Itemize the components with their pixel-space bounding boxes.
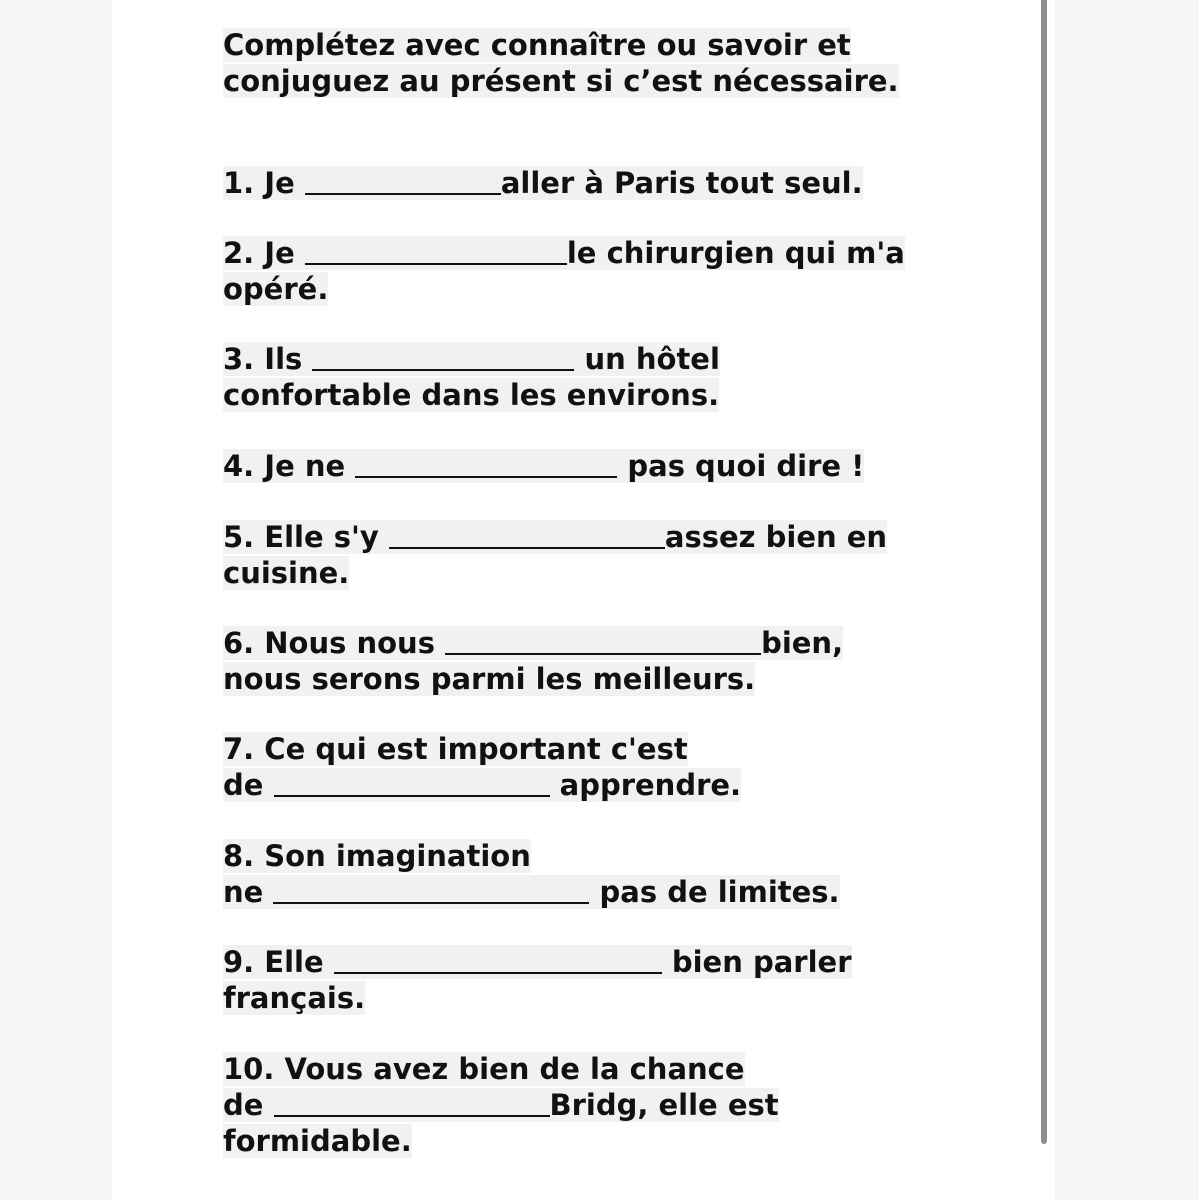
item-8-prefix-2: ne [223, 875, 274, 909]
exercise-item-4 [223, 448, 864, 484]
item-9-suffix: bien parler [661, 945, 852, 979]
item-5-suffix: assez bien en [664, 520, 888, 554]
item-7-prefix-2: de [223, 768, 274, 802]
item-4-suffix: pas quoi dire ! [617, 449, 865, 483]
exercise-item-6 [223, 625, 843, 697]
instructions-line-2: conjuguez au présent si c’est nécessaire. [223, 64, 899, 98]
instructions [223, 27, 899, 99]
item-8-blank[interactable] [273, 876, 589, 904]
item-6-continuation: nous serons parmi les meilleurs. [223, 662, 756, 696]
item-2-suffix: le chirurgien qui m'a [566, 236, 905, 270]
item-4-prefix: 4. Je ne [223, 449, 356, 483]
item-1-prefix: 1. Je [223, 166, 305, 200]
exercise-item-9 [223, 944, 852, 1016]
item-10-prefix: 10. Vous avez bien de la chance [223, 1052, 745, 1086]
exercise-item-2 [223, 235, 905, 307]
item-3-suffix: un hôtel [574, 342, 720, 376]
item-10-prefix-2: de [223, 1088, 274, 1122]
item-2-blank[interactable] [305, 237, 567, 265]
exercise-item-5 [223, 519, 887, 591]
item-9-blank[interactable] [334, 946, 662, 974]
item-5-prefix: 5. Elle s'y [223, 520, 389, 554]
exercise-item-8 [223, 838, 840, 910]
item-10-suffix: Bridg, elle est [549, 1088, 779, 1122]
item-3-prefix: 3. Ils [223, 342, 313, 376]
item-2-continuation: opéré. [223, 272, 329, 306]
item-1-suffix: aller à Paris tout seul. [500, 166, 863, 200]
vertical-scrollbar[interactable] [1041, 0, 1047, 1144]
item-5-blank[interactable] [389, 521, 665, 549]
item-9-prefix: 9. Elle [223, 945, 334, 979]
item-8-suffix: pas de limites. [589, 875, 840, 909]
item-6-blank[interactable] [445, 627, 761, 655]
item-6-suffix: bien, [761, 626, 844, 660]
exercise-item-3 [223, 341, 720, 413]
item-10-continuation: formidable. [223, 1124, 412, 1158]
exercise-item-7 [223, 731, 741, 803]
instructions-line-1: Complétez avec connaître ou savoir et [223, 28, 851, 62]
item-10-blank[interactable] [274, 1089, 550, 1117]
item-7-blank[interactable] [274, 769, 550, 797]
item-4-blank[interactable] [355, 450, 617, 478]
item-3-blank[interactable] [312, 343, 574, 371]
item-5-continuation: cuisine. [223, 556, 350, 590]
item-9-continuation: français. [223, 981, 366, 1015]
item-2-prefix: 2. Je [223, 236, 305, 270]
item-1-blank[interactable] [305, 167, 501, 195]
item-8-prefix: 8. Son imagination [223, 839, 531, 873]
exercise-item-1 [223, 165, 863, 201]
exercise-item-10 [223, 1051, 779, 1159]
item-6-prefix: 6. Nous nous [223, 626, 446, 660]
item-7-suffix: apprendre. [549, 768, 742, 802]
item-3-continuation: confortable dans les environs. [223, 378, 720, 412]
item-7-prefix: 7. Ce qui est important c'est [223, 732, 688, 766]
